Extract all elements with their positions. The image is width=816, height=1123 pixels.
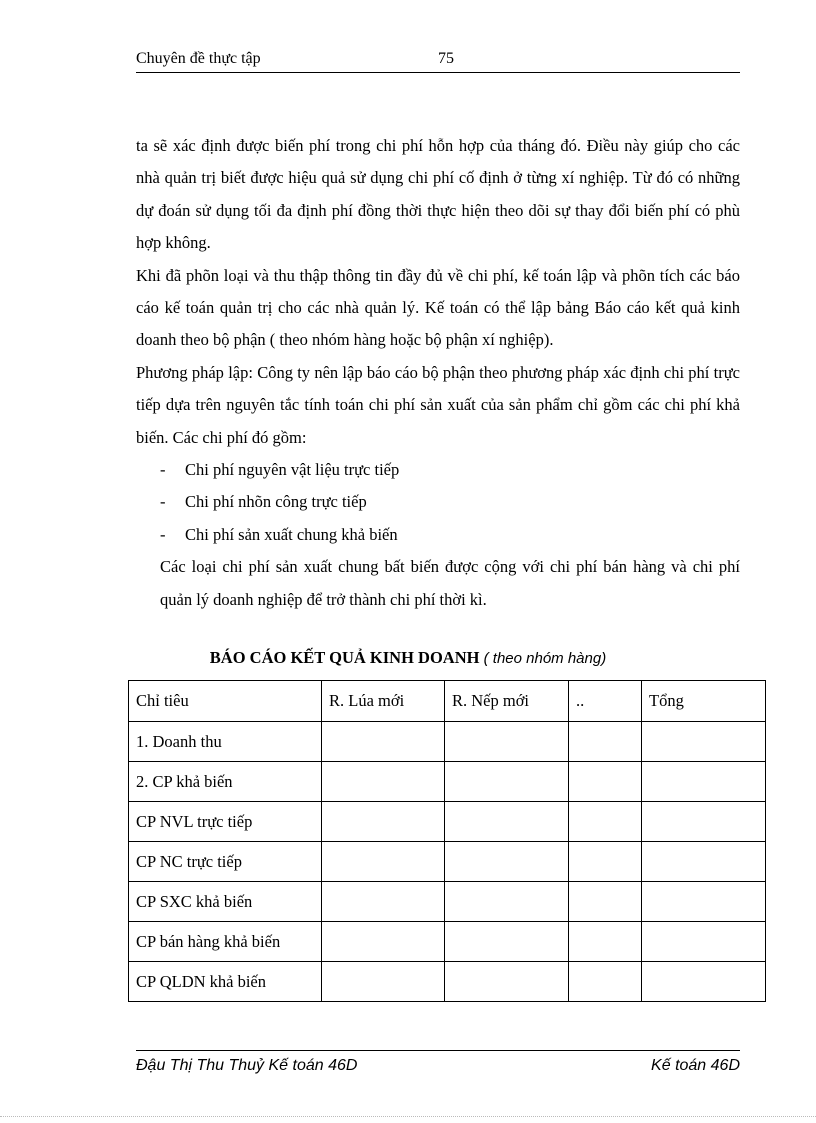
table-cell (569, 762, 642, 802)
table-cell (642, 922, 766, 962)
page-number: 75 (438, 50, 454, 67)
document-title: Chuyên đề thực tập (136, 50, 261, 67)
cost-list (136, 454, 740, 551)
list-item-text: Chi phí nhõn công trực tiếp (185, 492, 367, 512)
table-cell (322, 882, 445, 922)
table-cell (642, 722, 766, 762)
table-cell (642, 762, 766, 802)
table-row (129, 962, 766, 1002)
table-row (129, 922, 766, 962)
row-label: CP QLDN khả biến (129, 962, 322, 1002)
column-header: Chỉ tiêu (129, 681, 322, 722)
closing-paragraph: Các loại chi phí sản xuất chung bất biến được cộng với chi phí bán hàng và chi phí quản lý doanh nghiệp để trở thành chi phí thời kì. (160, 557, 740, 609)
row-label: CP bán hàng khả biến (129, 922, 322, 962)
bullet-dash: - (160, 460, 166, 480)
table-cell (322, 962, 445, 1002)
list-item-text: Chi phí nguyên vật liệu trực tiếp (185, 460, 400, 480)
report-heading (0, 648, 816, 668)
row-label: 2. CP khả biến (129, 762, 322, 802)
table-cell (322, 722, 445, 762)
table-cell (445, 802, 569, 842)
table-cell (445, 962, 569, 1002)
table-header-row (129, 681, 766, 722)
paragraph: ta sẽ xác định được biến phí trong chi phí hỗn hợp của tháng đó. Điều này giúp cho các nhà quản trị biết được hiệu quả sử dụng chi phí cố định ở từng xí nghiệp. Từ đó có những dự đoán sử dụng tối đa định phí đồng thời thực hiện theo dõi sự thay đổi biến phí có phù hợp không. (136, 136, 740, 253)
page-header (136, 50, 740, 73)
table-cell (569, 842, 642, 882)
table-cell (569, 882, 642, 922)
paragraph: Khi đã phõn loại và thu thập thông tin đầy đủ về chi phí, kế toán lập và phõn tích các báo cáo kế toán quản trị cho các nhà quản lý. Kế toán có thể lập bảng Báo cáo kết quả kinh doanh theo bộ phận ( theo nhóm hàng hoặc bộ phận xí nghiệp). (136, 265, 740, 350)
footer-class: Kế toán 46D (651, 1057, 740, 1074)
column-header: R. Nếp mới (445, 681, 569, 722)
report-title: BÁO CÁO KẾT QUẢ KINH DOANH (209, 648, 480, 667)
row-label: 1. Doanh thu (129, 722, 322, 762)
table-row (129, 762, 766, 802)
list-item (136, 454, 740, 486)
table-row (129, 802, 766, 842)
column-header: .. (569, 681, 642, 722)
table-cell (569, 922, 642, 962)
table-cell (322, 842, 445, 882)
table-cell (445, 842, 569, 882)
table-cell (569, 802, 642, 842)
table-cell (445, 922, 569, 962)
list-item (136, 519, 740, 551)
row-label: CP SXC khả biến (129, 882, 322, 922)
list-item (136, 486, 740, 518)
table-cell (445, 762, 569, 802)
page-break-line (0, 1116, 816, 1117)
table-cell (322, 762, 445, 802)
bullet-dash: - (160, 524, 166, 544)
list-item-text: Chi phí sản xuất chung khả biến (185, 524, 398, 544)
report-table (128, 680, 766, 1002)
table-row (129, 842, 766, 882)
table-cell (322, 922, 445, 962)
paragraph: Phương pháp lập: Công ty nên lập báo cáo bộ phận theo phương pháp xác định chi phí trực tiếp dựa trên nguyên tắc tính toán chi phí sản xuất của sản phẩm chỉ gồm các chi phí khả biến. Các chi phí đó gồm: (136, 362, 740, 447)
table-cell (569, 962, 642, 1002)
footer-author: Đậu Thị Thu Thuỷ Kế toán 46D (136, 1057, 358, 1074)
column-header: R. Lúa mới (322, 681, 445, 722)
page-footer (136, 1050, 740, 1074)
table-cell (642, 962, 766, 1002)
table-cell (642, 882, 766, 922)
body-text (136, 130, 740, 616)
table-cell (569, 722, 642, 762)
table-cell (642, 842, 766, 882)
table-cell (445, 722, 569, 762)
table-cell (642, 802, 766, 842)
table-cell (322, 802, 445, 842)
row-label: CP NVL trực tiếp (129, 802, 322, 842)
row-label: CP NC trực tiếp (129, 842, 322, 882)
table-cell (445, 882, 569, 922)
bullet-dash: - (160, 492, 166, 512)
table-row (129, 722, 766, 762)
report-subtitle: ( theo nhóm hàng) (483, 650, 607, 667)
column-header: Tổng (642, 681, 766, 722)
table-row (129, 882, 766, 922)
